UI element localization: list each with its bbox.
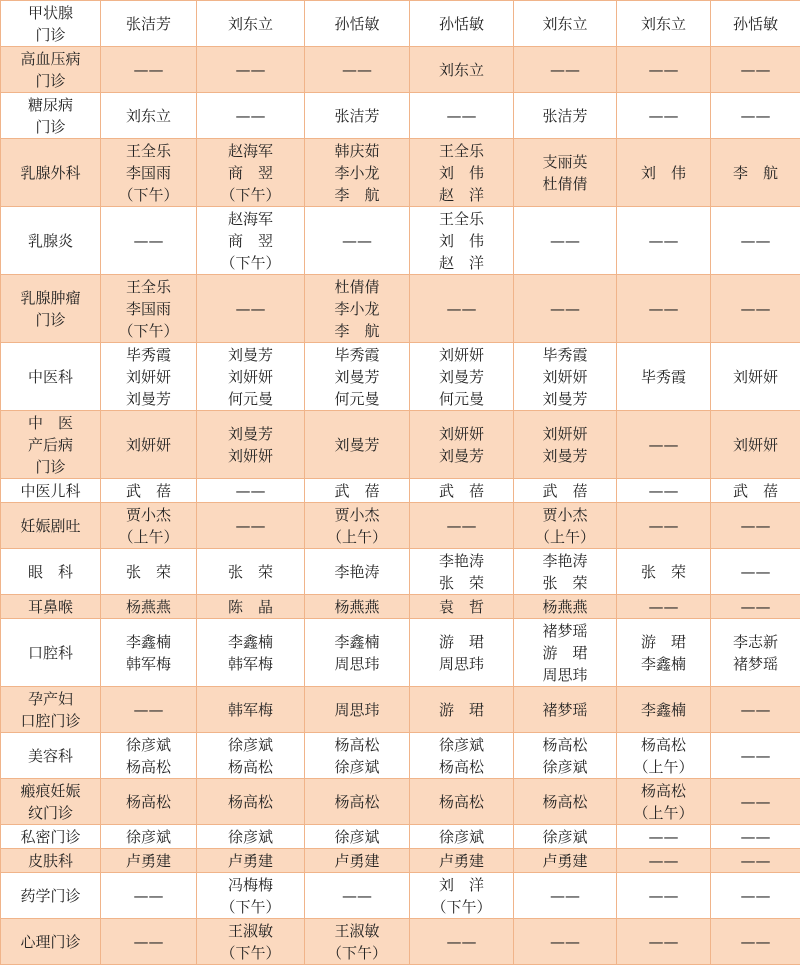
schedule-cell: —— xyxy=(410,275,514,343)
schedule-cell: 武 蓓 xyxy=(711,479,800,503)
schedule-cell: 李志新 褚梦瑶 xyxy=(711,619,800,687)
schedule-cell: 刘东立 xyxy=(410,47,514,93)
schedule-cell: 杜倩倩 李小龙 李 航 xyxy=(305,275,410,343)
schedule-cell: 毕秀霞 xyxy=(617,343,711,411)
schedule-cell: 刘东立 xyxy=(514,1,617,47)
department-name: 糖尿病 门诊 xyxy=(1,93,101,139)
schedule-cell: 李艳涛 张 荣 xyxy=(514,549,617,595)
schedule-cell: —— xyxy=(514,873,617,919)
schedule-cell: 支丽英 杜倩倩 xyxy=(514,139,617,207)
schedule-cell: 张 荣 xyxy=(617,549,711,595)
department-name: 口腔科 xyxy=(1,619,101,687)
schedule-cell: 刘 洋 （下午） xyxy=(410,873,514,919)
schedule-cell: 卢勇建 xyxy=(514,849,617,873)
department-name: 高血压病 门诊 xyxy=(1,47,101,93)
schedule-cell: 张 荣 xyxy=(101,549,197,595)
schedule-cell: 徐彦斌 杨高松 xyxy=(197,733,305,779)
schedule-cell: —— xyxy=(410,503,514,549)
schedule-cell: 游 珺 李鑫楠 xyxy=(617,619,711,687)
schedule-cell: —— xyxy=(101,919,197,965)
table-row xyxy=(1,779,800,825)
schedule-cell: —— xyxy=(514,275,617,343)
schedule-cell: —— xyxy=(617,873,711,919)
schedule-cell: —— xyxy=(197,93,305,139)
schedule-cell: 袁 哲 xyxy=(410,595,514,619)
department-name: 眼 科 xyxy=(1,549,101,595)
schedule-cell: 刘东立 xyxy=(197,1,305,47)
schedule-cell: 徐彦斌 杨高松 xyxy=(101,733,197,779)
schedule-cell: 刘妍妍 刘曼芳 何元曼 xyxy=(410,343,514,411)
schedule-cell: 杨燕燕 xyxy=(514,595,617,619)
schedule-cell: —— xyxy=(711,549,800,595)
schedule-cell: 李艳涛 xyxy=(305,549,410,595)
table-row xyxy=(1,619,800,687)
schedule-cell: 褚梦瑶 xyxy=(514,687,617,733)
schedule-cell: —— xyxy=(617,849,711,873)
schedule-cell: 刘妍妍 xyxy=(101,411,197,479)
table-row xyxy=(1,479,800,503)
schedule-cell: 刘妍妍 刘曼芳 xyxy=(410,411,514,479)
schedule-cell: 杨高松 （上午） xyxy=(617,733,711,779)
schedule-cell: 冯梅梅 （下午） xyxy=(197,873,305,919)
schedule-cell: 杨高松 徐彦斌 xyxy=(305,733,410,779)
department-name: 妊娠剧吐 xyxy=(1,503,101,549)
department-name: 乳腺肿瘤 门诊 xyxy=(1,275,101,343)
table-row xyxy=(1,275,800,343)
schedule-cell: 刘东立 xyxy=(101,93,197,139)
schedule-cell: 毕秀霞 刘曼芳 何元曼 xyxy=(305,343,410,411)
schedule-cell: —— xyxy=(617,595,711,619)
schedule-cell: 李鑫楠 韩军梅 xyxy=(101,619,197,687)
schedule-cell: 徐彦斌 xyxy=(101,825,197,849)
schedule-cell: —— xyxy=(514,47,617,93)
schedule-cell: —— xyxy=(101,687,197,733)
schedule-cell: 周思玮 xyxy=(305,687,410,733)
schedule-cell: —— xyxy=(101,47,197,93)
schedule-cell: 孙恬敏 xyxy=(305,1,410,47)
schedule-cell: —— xyxy=(197,479,305,503)
table-row xyxy=(1,1,800,47)
table-row xyxy=(1,343,800,411)
schedule-cell: 张洁芳 xyxy=(305,93,410,139)
schedule-cell: 徐彦斌 xyxy=(197,825,305,849)
schedule-cell: —— xyxy=(305,873,410,919)
schedule-cell: 王全乐 刘 伟 赵 洋 xyxy=(410,207,514,275)
schedule-cell: 贾小杰 （上午） xyxy=(305,503,410,549)
schedule-cell: 卢勇建 xyxy=(197,849,305,873)
schedule-cell: 武 蓓 xyxy=(514,479,617,503)
schedule-cell: 卢勇建 xyxy=(305,849,410,873)
schedule-cell: —— xyxy=(711,503,800,549)
schedule-cell: 徐彦斌 xyxy=(410,825,514,849)
schedule-cell: 武 蓓 xyxy=(101,479,197,503)
schedule-cell: 张洁芳 xyxy=(101,1,197,47)
table-row xyxy=(1,595,800,619)
department-name: 耳鼻喉 xyxy=(1,595,101,619)
department-name: 私密门诊 xyxy=(1,825,101,849)
schedule-cell: 徐彦斌 xyxy=(514,825,617,849)
schedule-cell: 毕秀霞 刘妍妍 刘曼芳 xyxy=(101,343,197,411)
schedule-cell: 刘妍妍 xyxy=(711,411,800,479)
schedule-cell: 徐彦斌 杨高松 xyxy=(410,733,514,779)
schedule-cell: 李艳涛 张 荣 xyxy=(410,549,514,595)
schedule-cell: 武 蓓 xyxy=(410,479,514,503)
table-row xyxy=(1,47,800,93)
schedule-cell: —— xyxy=(711,275,800,343)
schedule-cell: 王全乐 刘 伟 赵 洋 xyxy=(410,139,514,207)
schedule-cell: —— xyxy=(101,207,197,275)
schedule-cell: —— xyxy=(197,503,305,549)
schedule-cell: 杨高松 xyxy=(410,779,514,825)
table-row xyxy=(1,411,800,479)
schedule-cell: 刘妍妍 xyxy=(711,343,800,411)
schedule-cell: 孙恬敏 xyxy=(711,1,800,47)
department-name: 乳腺外科 xyxy=(1,139,101,207)
schedule-cell: —— xyxy=(711,207,800,275)
table-row xyxy=(1,139,800,207)
table-row xyxy=(1,825,800,849)
schedule-cell: 张 荣 xyxy=(197,549,305,595)
schedule-cell: —— xyxy=(711,93,800,139)
schedule-body xyxy=(1,1,800,965)
schedule-cell: 刘妍妍 刘曼芳 xyxy=(514,411,617,479)
schedule-cell: —— xyxy=(617,275,711,343)
schedule-cell: 李鑫楠 周思玮 xyxy=(305,619,410,687)
schedule-cell: —— xyxy=(711,687,800,733)
schedule-cell: —— xyxy=(617,93,711,139)
schedule-cell: 杨高松 （上午） xyxy=(617,779,711,825)
schedule-cell: —— xyxy=(617,411,711,479)
schedule-cell: 刘曼芳 xyxy=(305,411,410,479)
schedule-cell: —— xyxy=(514,919,617,965)
schedule-cell: 李鑫楠 xyxy=(617,687,711,733)
table-row xyxy=(1,93,800,139)
table-row xyxy=(1,849,800,873)
department-name: 美容科 xyxy=(1,733,101,779)
schedule-cell: 贾小杰 （上午） xyxy=(514,503,617,549)
schedule-cell: 韩军梅 xyxy=(197,687,305,733)
schedule-cell: —— xyxy=(711,849,800,873)
schedule-cell: —— xyxy=(711,47,800,93)
schedule-cell: 赵海军 商 翌 （下午） xyxy=(197,207,305,275)
schedule-cell: —— xyxy=(197,275,305,343)
schedule-cell: 杨高松 xyxy=(514,779,617,825)
schedule-cell: —— xyxy=(617,479,711,503)
table-row xyxy=(1,687,800,733)
table-row xyxy=(1,873,800,919)
schedule-cell: 刘东立 xyxy=(617,1,711,47)
schedule-cell: 武 蓓 xyxy=(305,479,410,503)
schedule-cell: 李鑫楠 韩军梅 xyxy=(197,619,305,687)
department-name: 中 医 产后病 门诊 xyxy=(1,411,101,479)
schedule-cell: —— xyxy=(711,873,800,919)
schedule-cell: —— xyxy=(711,779,800,825)
department-name: 皮肤科 xyxy=(1,849,101,873)
department-name: 瘢痕妊娠 纹门诊 xyxy=(1,779,101,825)
schedule-cell: 刘曼芳 刘妍妍 何元曼 xyxy=(197,343,305,411)
department-name: 乳腺炎 xyxy=(1,207,101,275)
schedule-cell: 王全乐 李国雨 （下午） xyxy=(101,139,197,207)
schedule-cell: 卢勇建 xyxy=(101,849,197,873)
schedule-cell: 王全乐 李国雨 （下午） xyxy=(101,275,197,343)
schedule-cell: 杨高松 xyxy=(101,779,197,825)
schedule-cell: 卢勇建 xyxy=(410,849,514,873)
schedule-cell: 王淑敏 （下午） xyxy=(305,919,410,965)
schedule-cell: —— xyxy=(617,207,711,275)
schedule-cell: 李 航 xyxy=(711,139,800,207)
department-name: 心理门诊 xyxy=(1,919,101,965)
schedule-cell: —— xyxy=(711,919,800,965)
table-row xyxy=(1,503,800,549)
schedule-cell: —— xyxy=(617,825,711,849)
schedule-cell: 杨高松 xyxy=(305,779,410,825)
department-name: 中医科 xyxy=(1,343,101,411)
schedule-cell: 杨燕燕 xyxy=(305,595,410,619)
schedule-cell: —— xyxy=(711,825,800,849)
schedule-cell: 赵海军 商 翌 （下午） xyxy=(197,139,305,207)
schedule-cell: —— xyxy=(514,207,617,275)
schedule-cell: 韩庆茹 李小龙 李 航 xyxy=(305,139,410,207)
schedule-cell: 刘曼芳 刘妍妍 xyxy=(197,411,305,479)
schedule-cell: 游 珺 xyxy=(410,687,514,733)
table-row xyxy=(1,919,800,965)
schedule-cell: —— xyxy=(101,873,197,919)
schedule-cell: 毕秀霞 刘妍妍 刘曼芳 xyxy=(514,343,617,411)
schedule-cell: —— xyxy=(617,503,711,549)
schedule-cell: —— xyxy=(305,47,410,93)
schedule-cell: —— xyxy=(711,733,800,779)
department-name: 中医儿科 xyxy=(1,479,101,503)
schedule-cell: 徐彦斌 xyxy=(305,825,410,849)
schedule-cell: —— xyxy=(617,47,711,93)
schedule-cell: 褚梦瑶 游 珺 周思玮 xyxy=(514,619,617,687)
schedule-cell: 杨燕燕 xyxy=(101,595,197,619)
department-name: 甲状腺 门诊 xyxy=(1,1,101,47)
schedule-cell: —— xyxy=(410,93,514,139)
table-row xyxy=(1,549,800,595)
schedule-cell: 孙恬敏 xyxy=(410,1,514,47)
schedule-cell: 杨高松 xyxy=(197,779,305,825)
schedule-cell: 刘 伟 xyxy=(617,139,711,207)
schedule-cell: —— xyxy=(197,47,305,93)
schedule-cell: 陈 晶 xyxy=(197,595,305,619)
schedule-cell: 杨高松 徐彦斌 xyxy=(514,733,617,779)
schedule-cell: 王淑敏 （下午） xyxy=(197,919,305,965)
department-name: 药学门诊 xyxy=(1,873,101,919)
schedule-cell: 贾小杰 （上午） xyxy=(101,503,197,549)
table-row xyxy=(1,733,800,779)
schedule-cell: —— xyxy=(617,919,711,965)
table-row xyxy=(1,207,800,275)
schedule-cell: 张洁芳 xyxy=(514,93,617,139)
schedule-cell: —— xyxy=(711,595,800,619)
schedule-cell: —— xyxy=(410,919,514,965)
schedule-cell: 游 珺 周思玮 xyxy=(410,619,514,687)
schedule-cell: —— xyxy=(305,207,410,275)
department-name: 孕产妇 口腔门诊 xyxy=(1,687,101,733)
